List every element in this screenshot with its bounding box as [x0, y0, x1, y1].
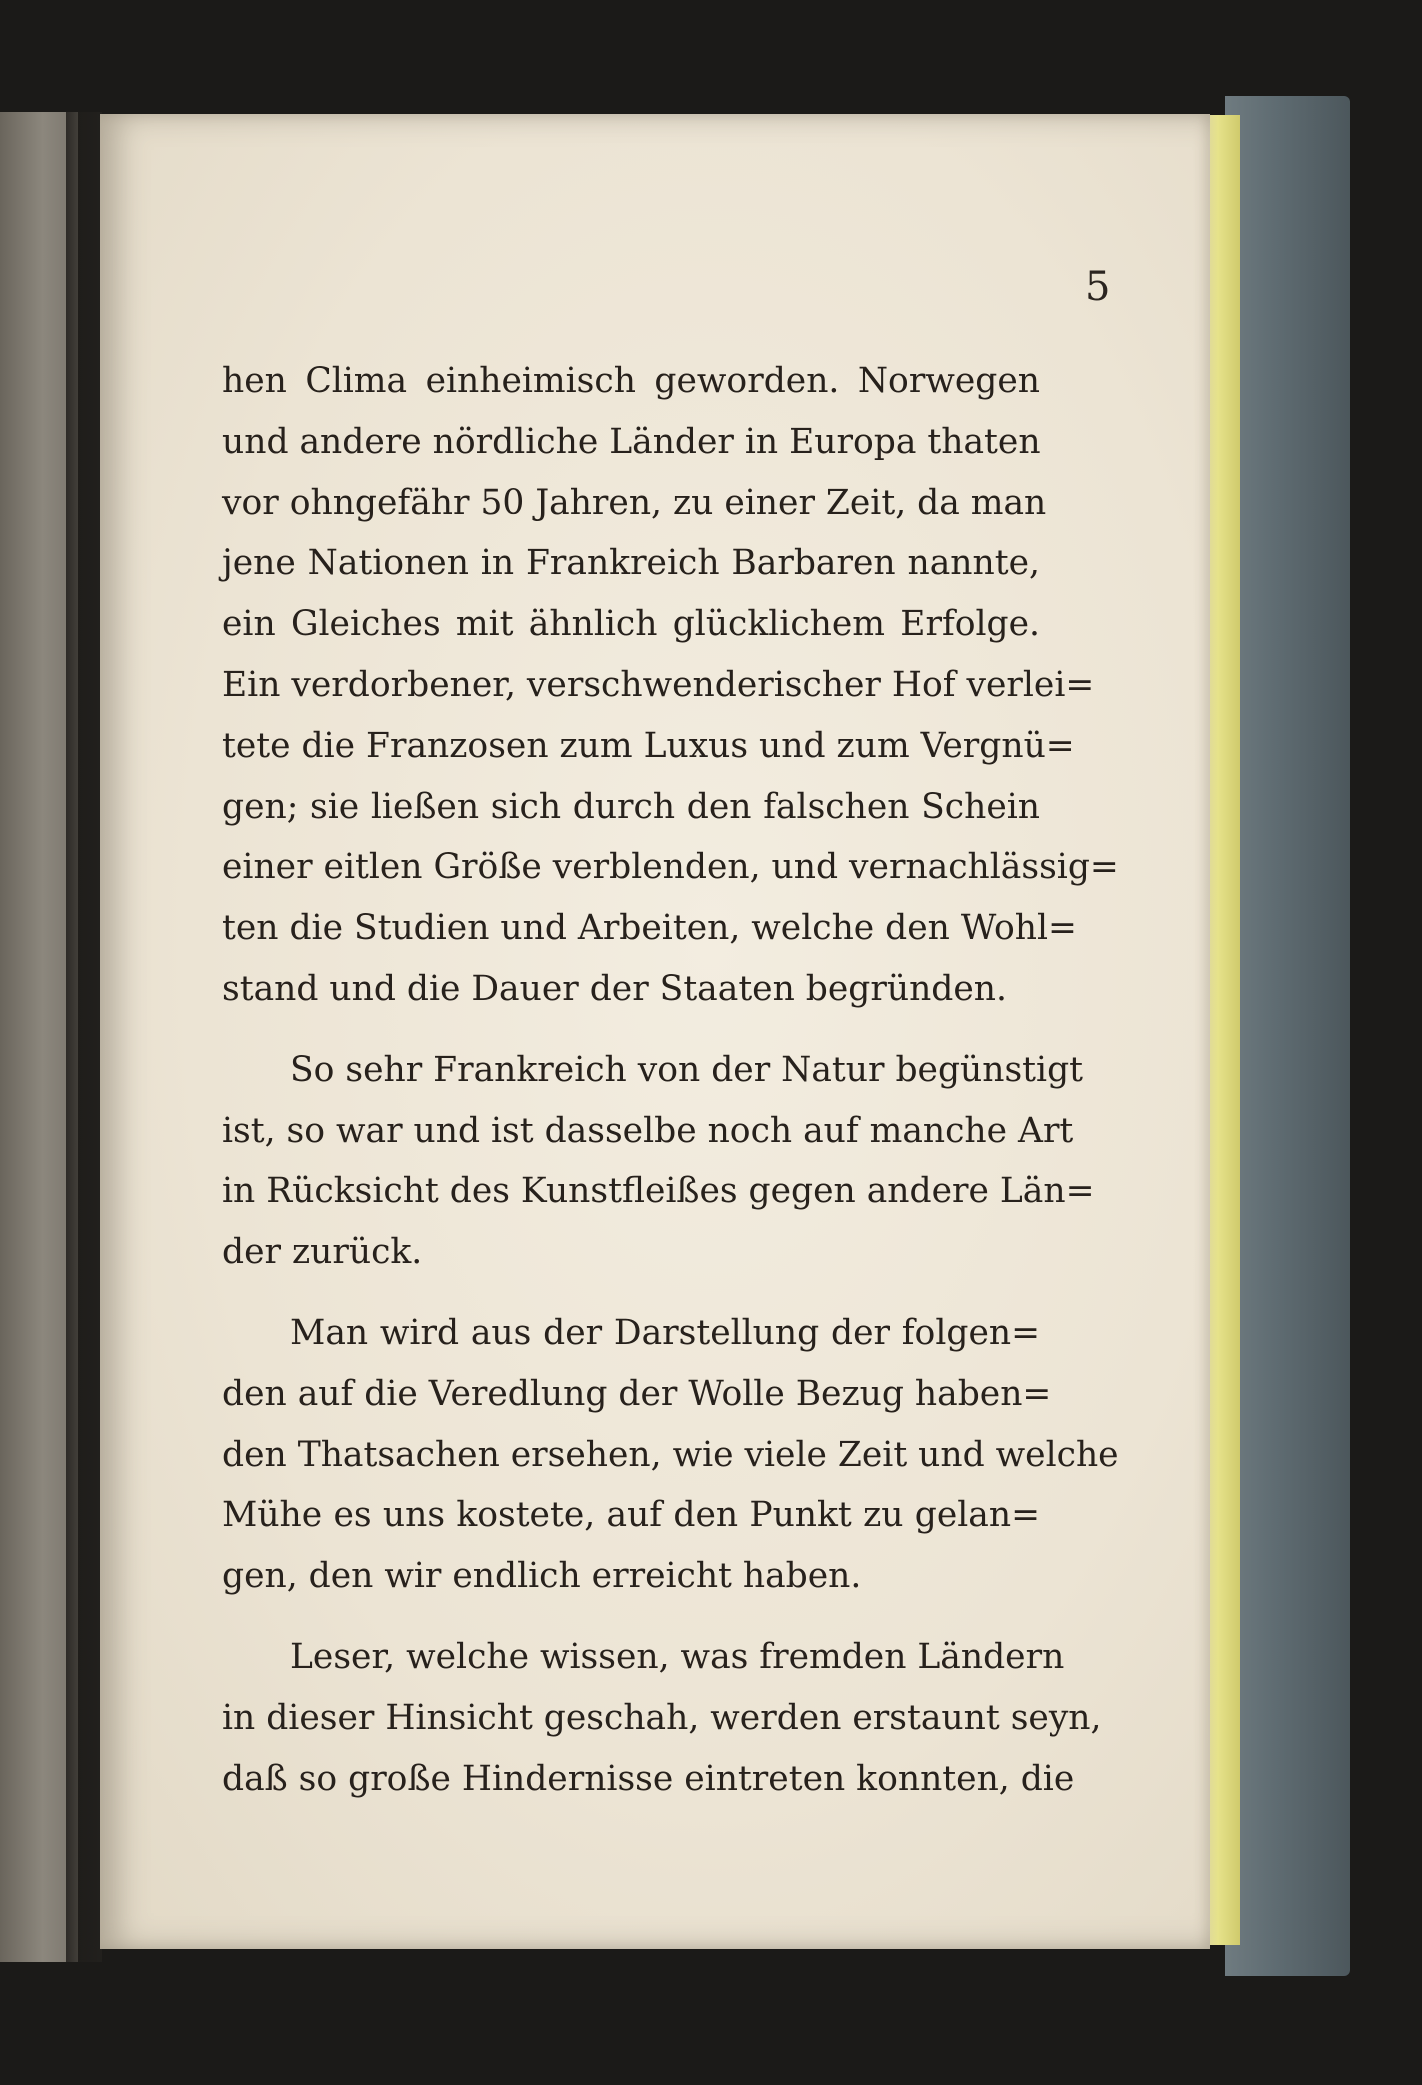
text-line: tete die Franzosen zum Luxus und zum Vergnü=	[222, 725, 1075, 766]
text-line: einer eitlen Größe verblenden, und vernachlässig=	[222, 847, 1119, 888]
text-line: ten die Studien und Arbeiten, welche den Wohl=	[222, 908, 1077, 949]
paragraph-4	[222, 1627, 1102, 1809]
paragraph-2	[222, 1040, 1095, 1283]
text-line: hen Clima einheimisch geworden. Norwegen	[222, 361, 1040, 401]
text-line: in Rücksicht des Kunstfleißes gegen andere Län=	[222, 1171, 1095, 1212]
page-number: 5	[1085, 264, 1111, 310]
text-line: Man wird aus der Darstellung der folgen=	[290, 1312, 1040, 1353]
text-line: gen; sie ließen sich durch den falschen Schein	[222, 786, 1040, 827]
book-gutter	[66, 112, 102, 1962]
text-line: Mühe es uns kostete, auf den Punkt zu gelan=	[222, 1495, 1040, 1536]
paragraph-1	[222, 351, 1119, 1020]
paragraph-3	[222, 1303, 1119, 1607]
book-page	[100, 114, 1210, 1949]
book-cover-edge	[1225, 96, 1350, 1976]
text-line: gen, den wir endlich erreicht haben.	[222, 1556, 862, 1597]
text-line: vor ohngefähr 50 Jahren, zu einer Zeit, da man	[222, 482, 1047, 523]
text-line: und andere nördliche Länder in Europa thaten	[222, 421, 1041, 462]
text-line: ein Gleiches mit ähnlich glücklichem Erfolge.	[222, 604, 1040, 645]
text-line: Ein verdorbener, verschwenderischer Hof verlei=	[222, 664, 1095, 705]
text-line: den auf die Veredlung der Wolle Bezug haben=	[222, 1373, 1052, 1414]
text-line: in dieser Hinsicht geschah, werden erstaunt seyn,	[222, 1697, 1102, 1738]
body-text	[222, 351, 1119, 1809]
text-line: jene Nationen in Frankreich Barbaren nannte,	[222, 543, 1040, 584]
text-line: der zurück.	[222, 1232, 423, 1273]
text-line: daß so große Hindernisse eintreten konnten, die	[222, 1758, 1075, 1799]
text-line: Leser, welche wissen, was fremden Ländern	[290, 1636, 1065, 1677]
text-line: So sehr Frankreich von der Natur begünstigt	[290, 1049, 1084, 1090]
text-line: den Thatsachen ersehen, wie viele Zeit und welche	[222, 1434, 1119, 1475]
text-line: ist, so war und ist dasselbe noch auf manche Art	[222, 1110, 1074, 1151]
text-line: stand und die Dauer der Staaten begründen.	[222, 968, 1007, 1009]
